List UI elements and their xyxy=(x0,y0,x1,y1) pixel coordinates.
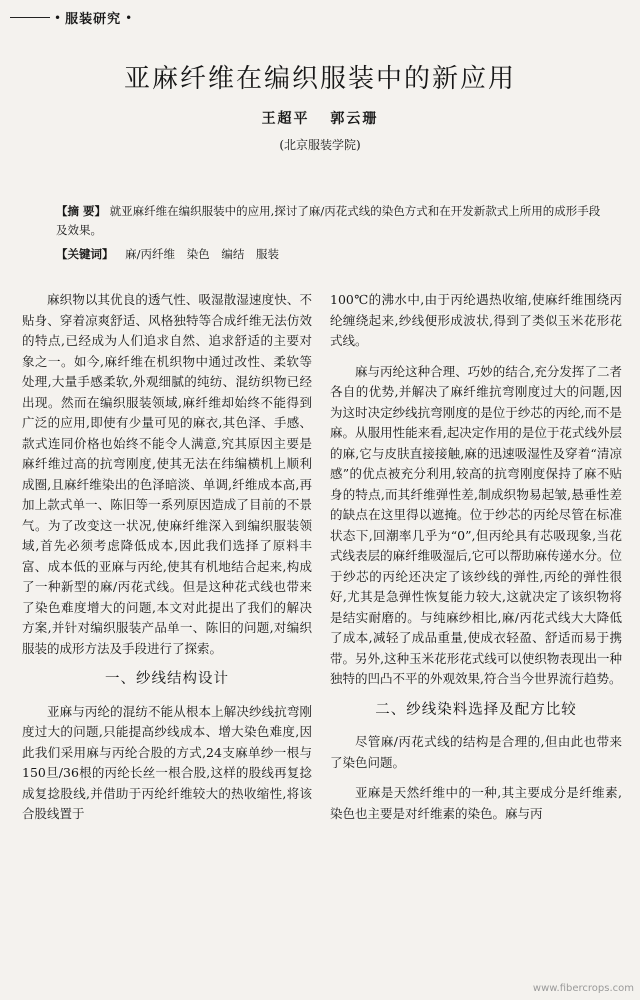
header-bullet: • xyxy=(125,10,133,25)
abstract-text: 就亚麻纤维在编织服装中的应用,探讨了麻/丙花式线的染色方式和在开发新款式上所用的成形手段及效果。 xyxy=(56,204,601,237)
site-watermark: www.fibercrops.com xyxy=(532,983,634,994)
right-column xyxy=(330,290,622,834)
keywords xyxy=(56,246,606,262)
running-header xyxy=(10,8,132,27)
yarn-structure-paragraph: 亚麻与丙纶的混纺不能从根本上解决纱线抗弯刚度过大的问题,只能提高纱线成本、增大染色难度,因此我们采用麻与丙纶合股的方式,24支麻单纱一根与150旦/36根的丙纶长丝一根合股,这样的股线再复捻成复捻股线,并借助于丙纶纤维较大的热收缩性,将该合股线置于 xyxy=(22,703,312,821)
author-affiliation: (北京服装学院) xyxy=(279,138,361,152)
section-heading-dye-selection: 二、纱线染料选择及配方比较 xyxy=(375,701,577,718)
dye-intro-paragraph: 尽管麻/丙花式线的结构是合理的,但由此也带来了染色问题。 xyxy=(330,734,622,770)
keywords-text: 麻/丙纤维 染色 编结 服装 xyxy=(125,247,279,261)
section-name: 服装研究 xyxy=(65,12,122,27)
abstract xyxy=(56,202,606,240)
section-heading-yarn-structure: 一、纱线结构设计 xyxy=(105,671,229,687)
header-bullet: • xyxy=(54,10,62,25)
article-authors: 王超平 郭云珊 xyxy=(261,111,379,127)
flax-dye-paragraph: 亚麻是天然纤维中的一种,其主要成分是纤维素,染色也主要是对纤维素的染色。麻与丙 xyxy=(330,785,622,821)
intro-paragraph: 麻织物以其优良的透气性、吸湿散湿速度快、不贴身、穿着凉爽舒适、风格独特等合成纤维无法仿效的特点,已经成为人们追求自然、追求舒适的主要对象之一。如今,麻纤维在机织物中通过改性、柔软等处理,大量手感柔软,外观细腻的纯纺、混纺织物已经出现。然而在编织服装领域,麻纤维却始终不能得到广泛的应用,即使有少量可见的麻衣,其色泽、手感、款式连同价格也始终不能令人满意,究其原因主要是麻纤维过高的抗弯刚度,使其无法在纬编横机上顺利成圈,且麻纤维染出的色泽暗淡、单调,纤维成本高,再加上款式单一、陈旧等一系列原因造成了目前的不景气。为了改变这一状况,使麻纤维深入到编织服装领域,首先必须考虑降低成本,因此我们选择了原料丰富、成本低的亚麻与丙纶,使其有机地结合起来,构成了一种新型的麻/丙花式线。但是这种花式线也带来了染色难度增大的问题,本文对此提出了我们的解决方案,并针对编织服装产品单一、陈旧的问题,对编织服装的成形方法及手段进行了探索。 xyxy=(22,292,312,656)
keywords-label: 【关键词】 xyxy=(56,247,114,261)
combination-paragraph: 麻与丙纶这种合理、巧妙的结合,充分发挥了二者各自的优势,并解决了麻纤维抗弯刚度过大的问题,因为这时决定纱线抗弯刚度的是位于纱芯的丙纶,而不是麻。从服用性能来看,起决定作用的是位于花式线外层的麻,它与皮肤直接接触,麻的迅速吸湿性及穿着“清凉感”的优点被充分利用,较高的抗弯刚度保持了麻不贴身的特点,而其纤维弹性差,制成织物易起皱,悬垂性差的缺点在这里得以遮掩。位于纱芯的丙纶尽管在标准状态下,回潮率几乎为“0”,但丙纶具有芯吸现象,当花式线表层的麻纤维吸湿后,它可以帮助麻传递水分。位于纱芯的丙纶还决定了该纱线的弹性,丙纶的弹性很好,尤其是急弹性恢复能力较大,这就决定了该织物将是结实耐磨的。与纯麻纱相比,麻/丙花式线大大降低了成本,减轻了成品重量,使成衣轻盈、舒适而易于携带。另外,这种玉米花形花式线可以使织物表现出一种独特的凹凸不平的外观效果,符合当今世界流行趋势。 xyxy=(330,363,622,686)
abstract-label: 【摘 要】 xyxy=(56,204,107,218)
header-rule-line xyxy=(10,17,50,18)
continued-paragraph: 100℃的沸水中,由于丙纶遇热收缩,使麻纤维围绕丙纶缠绕起来,纱线便形成波状,得到了类似玉米花形花式线。 xyxy=(330,292,622,348)
article-title: 亚麻纤维在编织服装中的新应用 xyxy=(123,64,516,94)
left-column xyxy=(22,290,312,835)
